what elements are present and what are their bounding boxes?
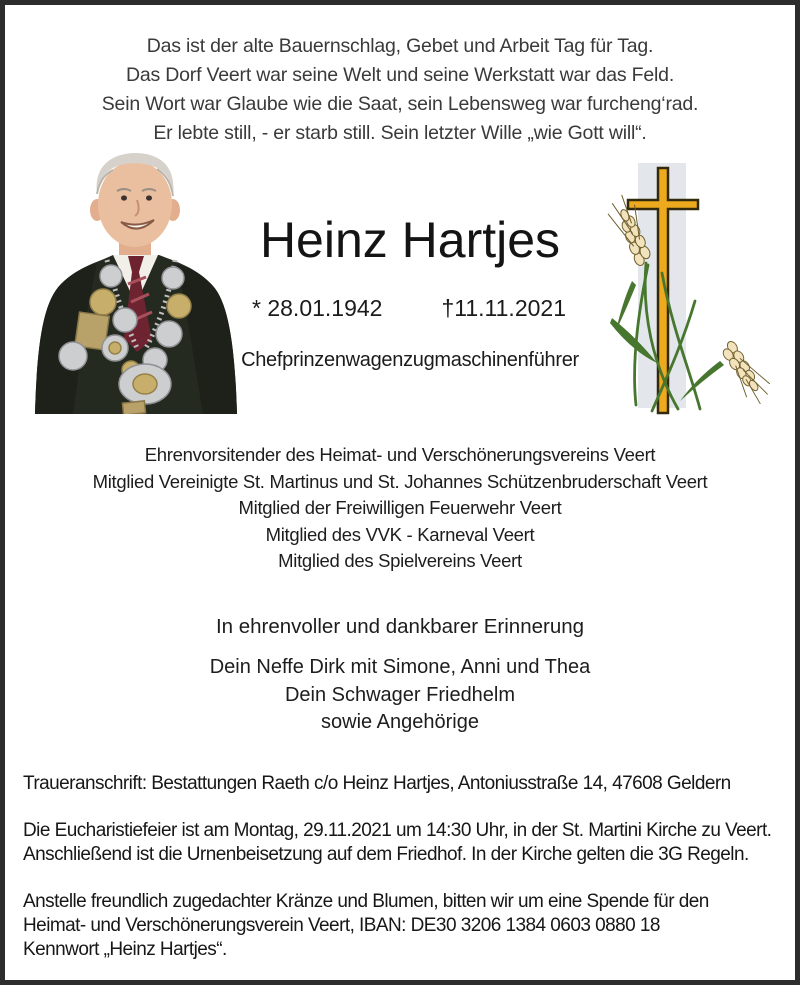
poem-line: Das ist der alte Bauernschlag, Gebet und Arbeit Tag für Tag. — [146, 35, 654, 57]
poem-line: Das Dorf Veert war seine Welt und seine Werkstatt war das Feld. — [125, 64, 675, 86]
remembrance-heading: In ehrenvoller und dankbarer Erinnerung — [215, 615, 585, 638]
portrait-illustration — [27, 152, 245, 414]
mourner-line: sowie Angehörige — [321, 711, 479, 733]
mourning-address: Traueranschrift: Bestattungen Raeth c/o Heinz Hartjes, Antoniusstraße 14, 47608 Geldern — [23, 773, 731, 794]
memorial-illustration — [602, 153, 772, 418]
death-date: †11.11.2021 — [441, 295, 566, 321]
poem-line: Er lebte still, - er starb still. Sein letzter Wille „wie Gott will“. — [153, 122, 647, 144]
membership-line: Mitglied Vereinigte St. Martinus und St. Johannes Schützenbruderschaft Veert — [92, 470, 708, 492]
memberships-list — [5, 442, 795, 575]
membership-line: Mitglied des Spielvereins Veert — [278, 550, 522, 571]
donation-notice — [23, 890, 789, 962]
donation-line: Anstelle freundlich zugedachter Kränze und Blumen, bitten wir um eine Spende für den — [23, 891, 709, 912]
mourner-line: Dein Neffe Dirk mit Simone, Anni und Thea — [209, 656, 591, 678]
poem-line: Sein Wort war Glaube wie die Saat, sein Lebensweg war furcheng‘rad. — [101, 93, 699, 115]
membership-line: Ehrenvorsitender des Heimat- und Verschönerungsvereins Veert — [144, 444, 656, 465]
donation-line: Kennwort „Heinz Hartjes“. — [23, 939, 227, 960]
mourners-list — [5, 654, 795, 737]
mourner-line: Dein Schwager Friedhelm — [284, 683, 516, 706]
membership-line: Mitglied des VVK - Karneval Veert — [265, 523, 535, 545]
deceased-name: Heinz Hartjes — [259, 212, 561, 268]
birth-date: * 28.01.1942 — [252, 295, 383, 321]
life-dates — [252, 295, 566, 322]
membership-line: Mitglied der Freiwilligen Feuerwehr Veert — [238, 497, 562, 518]
cross-wheat-icon — [602, 153, 772, 418]
service-line: Anschließend ist die Urnenbeisetzung auf dem Friedhof. In der Kirche gelten die 3G Regeln. — [23, 844, 749, 865]
service-notice — [23, 819, 789, 867]
deceased-role-title: Chefprinzenwagenzugmaschinenführer — [241, 349, 579, 371]
service-line: Die Eucharistiefeier ist am Montag, 29.11.2021 um 14:30 Uhr, in der St. Martini Kirche zu Veert. — [23, 820, 772, 841]
portrait-photo — [27, 152, 245, 414]
poem — [5, 32, 795, 148]
donation-line: Heimat- und Verschönerungsverein Veert, IBAN: DE30 3206 1384 0603 0880 18 — [23, 915, 660, 936]
